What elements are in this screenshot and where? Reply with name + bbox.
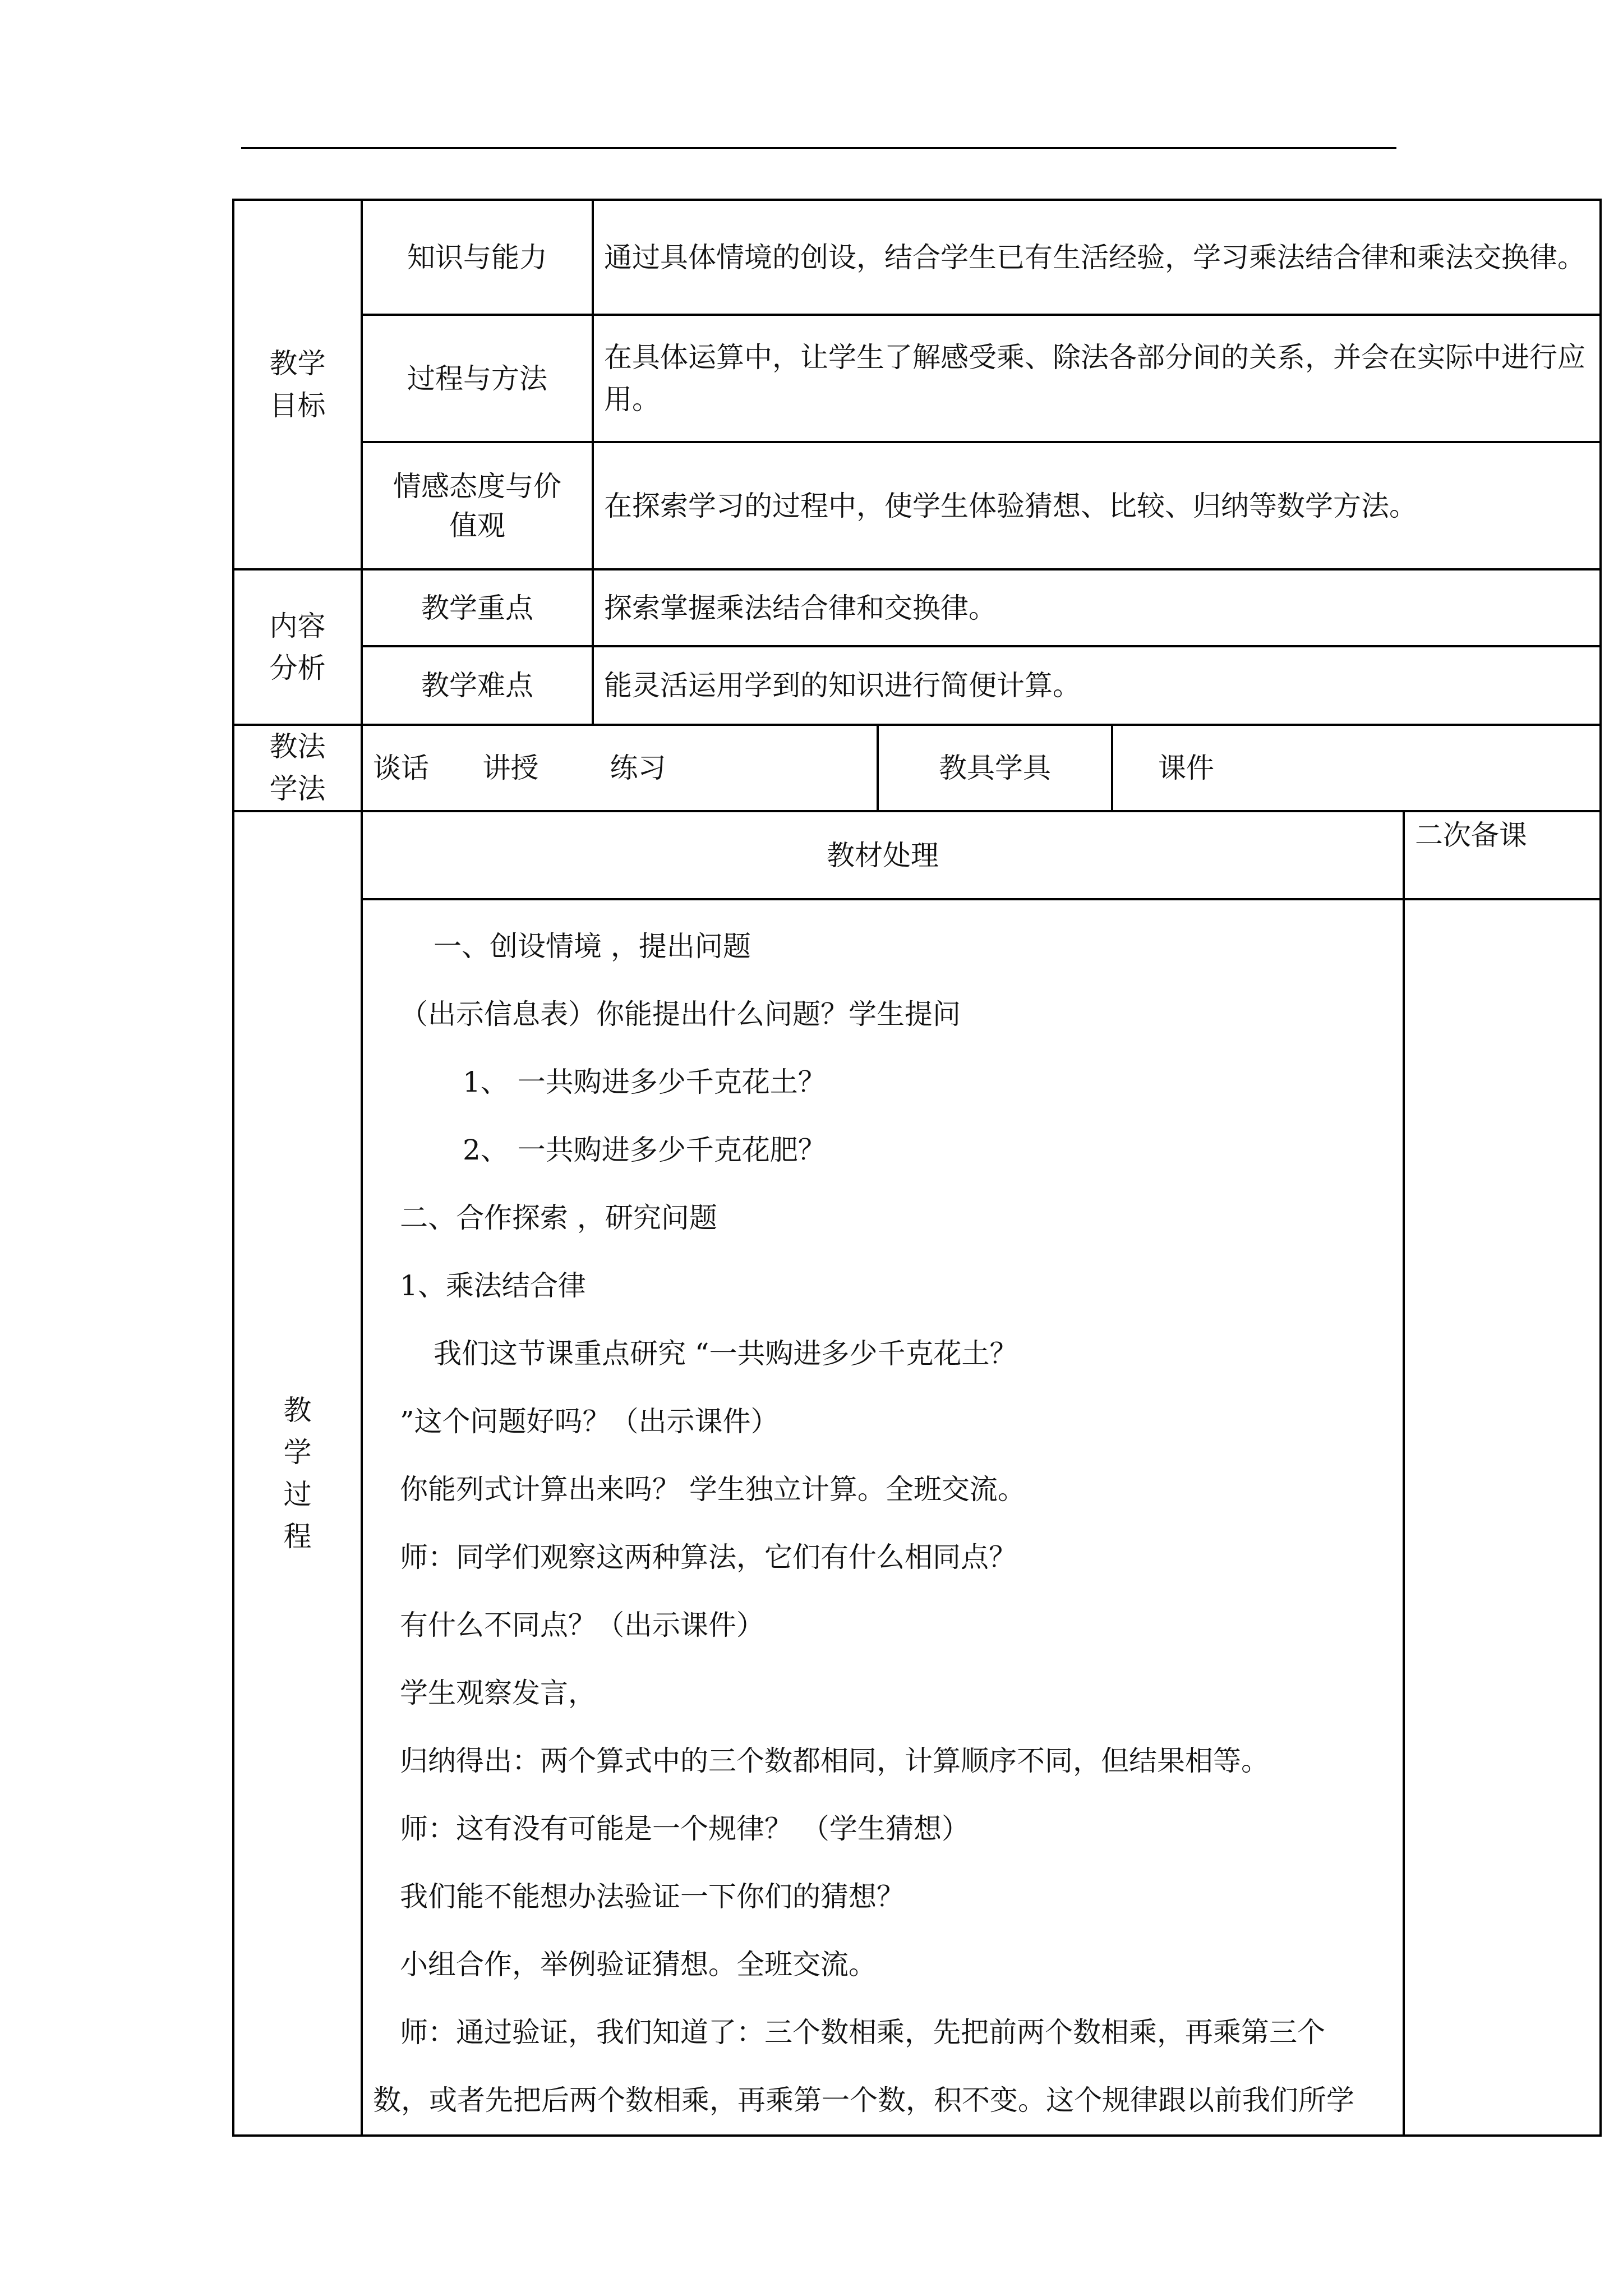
goal-category-text: 知识与能力 [407, 241, 547, 274]
goal-category-text: 过程与方法 [407, 362, 547, 395]
process-line: 有什么不同点？（出示课件） [400, 1609, 764, 1641]
header-rule [241, 147, 1396, 149]
process-line: 数，或者先把后两个数相乘，再乘第一个数，积不变。这个规律跟以前我们所学 [373, 2084, 1354, 2116]
process-line: 师：这有没有可能是一个规律？ （学生猜想） [400, 1812, 970, 1845]
second-prep-content [1404, 899, 1601, 2136]
analysis-content-difficult: 能灵活运用学到的知识进行简便计算。 [593, 646, 1601, 725]
process-label-char: 学 [283, 1435, 312, 1469]
goal-category-text: 值观 [449, 509, 505, 542]
goal-content-attitude: 在探索学习的过程中，使学生体验猜想、比较、归纳等数学方法。 [593, 442, 1601, 569]
process-line: ”这个问题好吗？（出示课件） [400, 1405, 779, 1438]
material-content [362, 899, 1404, 2136]
process-line: 2、 一共购进多少千克花肥？ [463, 1134, 826, 1166]
goal-category-text: 情感态度与价 [393, 470, 561, 503]
process-line: （出示信息表）你能提出什么问题？学生提问 [400, 998, 961, 1030]
lesson-plan-table [232, 199, 1602, 2137]
process-line: 一、创设情境 ，提出问题 [434, 930, 751, 963]
analysis-content-key: 探索掌握乘法结合律和交换律。 [593, 569, 1601, 646]
tools-value: 课件 [1112, 725, 1601, 811]
analysis-category-difficult: 教学难点 [362, 646, 593, 725]
process-label-char: 程 [283, 1520, 312, 1553]
analysis-label-line: 内容 [269, 609, 326, 642]
process-label [233, 811, 362, 2136]
second-prep-header: 二次备课 [1404, 811, 1601, 899]
process-line: 小组合作，举例验证猜想。全班交流。 [400, 1948, 877, 1981]
analysis-label-line: 分析 [269, 651, 326, 684]
tools-label: 教具学具 [878, 725, 1112, 811]
process-label-char: 过 [283, 1478, 312, 1511]
goal-content-process: 在具体运算中，让学生了解感受乘、除法各部分间的关系，并会在实际中进行应用。 [593, 315, 1601, 442]
goal-category-process [362, 315, 593, 442]
methods-label [233, 725, 362, 811]
process-label-char: 教 [283, 1393, 312, 1427]
process-line: 1、乘法结合律 [400, 1269, 586, 1302]
process-line: 师：同学们观察这两种算法，它们有什么相同点？ [400, 1541, 1017, 1573]
goal-category-attitude [362, 442, 593, 569]
process-line: 1、 一共购进多少千克花土？ [463, 1066, 826, 1098]
goal-category-knowledge [362, 200, 593, 315]
methods-label-line: 教法 [269, 730, 326, 763]
goals-label-line: 教学 [269, 347, 326, 380]
process-line: 师：通过验证，我们知道了：三个数相乘，先把前两个数相乘，再乘第三个 [400, 2016, 1325, 2049]
process-line: 我们这节课重点研究 “一共购进多少千克花土？ [434, 1337, 1018, 1370]
analysis-category-key: 教学重点 [362, 569, 593, 646]
process-line: 二、合作探索 ，研究问题 [400, 1202, 717, 1234]
material-header: 教材处理 [362, 811, 1404, 899]
methods-content: 谈话 讲授 练习 [362, 725, 878, 811]
goals-label [233, 200, 362, 569]
goals-label-line: 目标 [269, 389, 326, 422]
goal-content-knowledge: 通过具体情境的创设，结合学生已有生活经验，学习乘法结合律和乘法交换律。 [593, 200, 1601, 315]
analysis-label [233, 569, 362, 725]
process-line: 学生观察发言， [400, 1677, 596, 1709]
process-line: 归纳得出：两个算式中的三个数都相同，计算顺序不同，但结果相等。 [400, 1745, 1269, 1777]
methods-label-line: 学法 [269, 772, 326, 805]
process-line: 我们能不能想办法验证一下你们的猜想？ [400, 1880, 905, 1913]
process-line: 你能列式计算出来吗？ 学生独立计算。全班交流。 [400, 1473, 1026, 1506]
